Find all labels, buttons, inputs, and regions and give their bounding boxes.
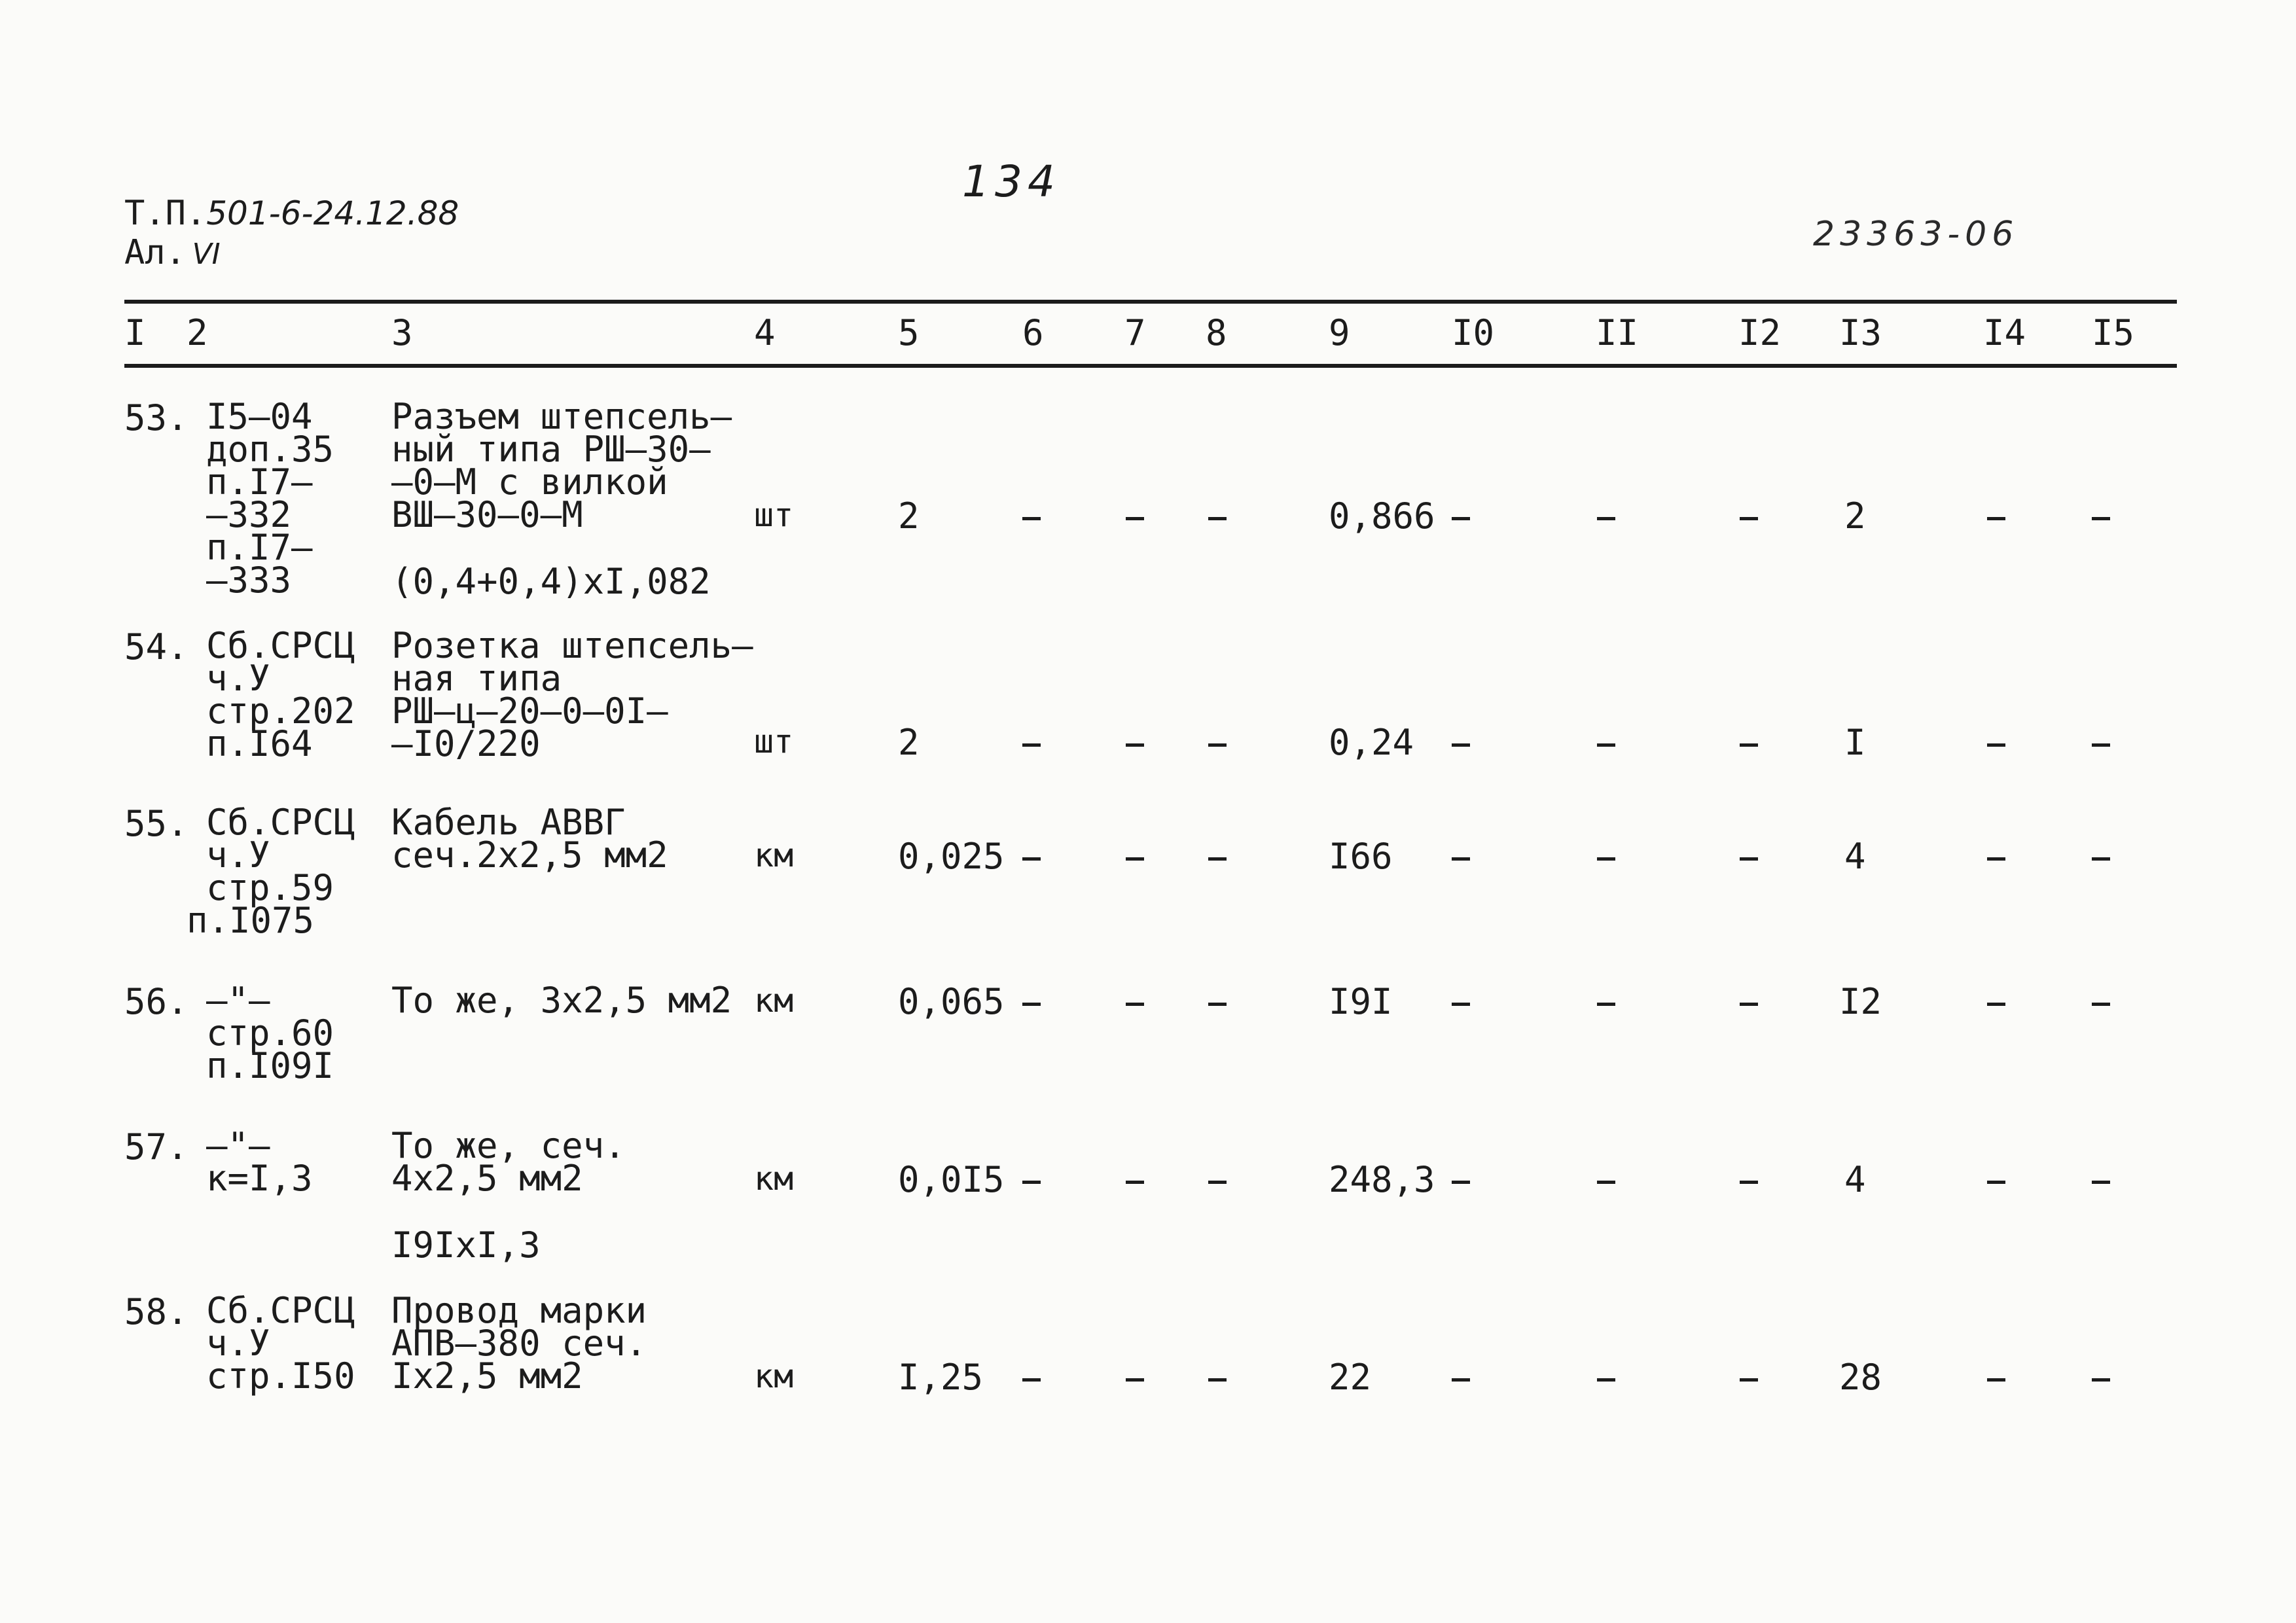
empty-cell-dash xyxy=(1126,517,1144,520)
row-col13-value: 28 xyxy=(1839,1357,1882,1398)
empty-cell-dash xyxy=(1597,1378,1615,1382)
row-number: 58. xyxy=(124,1291,188,1332)
row-quantity: 0,065 xyxy=(898,981,1005,1022)
row-description: Провод марки АПВ–380 сеч. Iх2,5 мм2 xyxy=(391,1290,647,1397)
row-col13-value: 4 xyxy=(1844,1159,1866,1200)
empty-cell-dash xyxy=(1740,1003,1758,1006)
page-number: 134 xyxy=(962,156,1060,207)
row-reference: –"– к=I,3 xyxy=(206,1125,313,1199)
empty-cell-dash xyxy=(1452,1003,1470,1006)
column-header: 9 xyxy=(1329,312,1350,353)
album-number: VI xyxy=(192,238,221,271)
empty-cell-dash xyxy=(1740,743,1758,747)
row-col9-value: 0,866 xyxy=(1329,495,1435,537)
empty-cell-dash xyxy=(1987,1378,2005,1382)
column-header: II xyxy=(1596,312,1639,353)
empty-cell-dash xyxy=(1126,743,1144,747)
empty-cell-dash xyxy=(1740,1181,1758,1184)
album-reference xyxy=(124,233,221,272)
empty-cell-dash xyxy=(1452,857,1470,861)
empty-cell-dash xyxy=(1987,517,2005,520)
empty-cell-dash xyxy=(2092,857,2110,861)
row-number: 53. xyxy=(124,397,188,438)
column-header: I0 xyxy=(1452,312,1495,353)
empty-cell-dash xyxy=(1597,743,1615,747)
empty-cell-dash xyxy=(1022,517,1041,520)
row-description: Кабель АВВГ сеч.2х2,5 мм2 xyxy=(391,802,668,876)
table-top-rule xyxy=(124,300,2177,304)
empty-cell-dash xyxy=(2092,517,2110,520)
row-calculation-note: I9IxI,3 xyxy=(391,1224,541,1266)
column-header: I3 xyxy=(1839,312,1882,353)
doc-prefix: Т.П. xyxy=(124,194,207,233)
document-reference xyxy=(124,194,459,233)
column-header: 3 xyxy=(391,312,413,353)
row-col9-value: 22 xyxy=(1329,1357,1372,1398)
row-number: 55. xyxy=(124,803,188,844)
empty-cell-dash xyxy=(1126,1003,1144,1006)
column-header: 4 xyxy=(754,312,776,353)
empty-cell-dash xyxy=(1208,1003,1227,1006)
row-description: Розетка штепсель– ная типа РШ–ц–20–0–0I– –I0/220 xyxy=(391,625,753,764)
row-description: То же, 3х2,5 мм2 xyxy=(391,980,732,1021)
column-header: 8 xyxy=(1206,312,1227,353)
empty-cell-dash xyxy=(1208,857,1227,861)
archive-number: 23363-06 xyxy=(1813,215,2019,254)
empty-cell-dash xyxy=(1452,1378,1470,1382)
row-unit: шт xyxy=(754,496,794,534)
row-reference: I5–04 доп.35 п.I7– –332 п.I7– –333 xyxy=(206,396,334,601)
empty-cell-dash xyxy=(1452,517,1470,520)
row-quantity: 0,0I5 xyxy=(898,1159,1005,1200)
empty-cell-dash xyxy=(1208,517,1227,520)
empty-cell-dash xyxy=(1987,857,2005,861)
empty-cell-dash xyxy=(1022,857,1041,861)
empty-cell-dash xyxy=(2092,1181,2110,1184)
empty-cell-dash xyxy=(1987,1003,2005,1006)
empty-cell-dash xyxy=(1126,857,1144,861)
row-quantity: I,25 xyxy=(898,1357,984,1398)
row-unit: км xyxy=(754,1160,794,1198)
row-reference: Сб.СРСЦ ч.У стр.I50 xyxy=(206,1290,355,1397)
row-quantity: 0,025 xyxy=(898,836,1005,877)
column-header: 6 xyxy=(1022,312,1044,353)
row-reference: Сб.СРСЦ ч.У стр.202 п.I64 xyxy=(206,625,355,764)
empty-cell-dash xyxy=(1022,743,1041,747)
empty-cell-dash xyxy=(1452,743,1470,747)
column-header: I5 xyxy=(2092,312,2135,353)
row-quantity: 2 xyxy=(898,722,920,763)
column-header: 5 xyxy=(898,312,920,353)
row-reference: Сб.СРСЦ ч.У стр.59 п.I075 xyxy=(187,802,355,941)
row-col13-value: I2 xyxy=(1839,981,1882,1022)
empty-cell-dash xyxy=(1987,1181,2005,1184)
column-header: I xyxy=(124,312,146,353)
empty-cell-dash xyxy=(1597,1003,1615,1006)
row-col13-value: 2 xyxy=(1844,495,1866,537)
row-description: Разъем штепсель– ный типа РШ–30– –0–М с вилкой ВШ–30–0–М xyxy=(391,396,732,535)
empty-cell-dash xyxy=(2092,1003,2110,1006)
empty-cell-dash xyxy=(1597,857,1615,861)
empty-cell-dash xyxy=(1452,1181,1470,1184)
row-description: То же, сеч. 4х2,5 мм2 xyxy=(391,1125,626,1199)
empty-cell-dash xyxy=(1740,857,1758,861)
row-calculation-note: (0,4+0,4)xI,082 xyxy=(391,561,711,602)
empty-cell-dash xyxy=(1208,1181,1227,1184)
row-unit: км xyxy=(754,982,794,1020)
album-prefix: Ал. xyxy=(124,233,186,272)
empty-cell-dash xyxy=(1022,1003,1041,1006)
row-unit: км xyxy=(754,836,794,874)
empty-cell-dash xyxy=(1022,1378,1041,1382)
empty-cell-dash xyxy=(1740,517,1758,520)
row-number: 56. xyxy=(124,981,188,1022)
column-header: I4 xyxy=(1983,312,2026,353)
row-col13-value: I xyxy=(1844,722,1866,763)
empty-cell-dash xyxy=(1597,1181,1615,1184)
empty-cell-dash xyxy=(1597,517,1615,520)
empty-cell-dash xyxy=(1208,743,1227,747)
row-quantity: 2 xyxy=(898,495,920,537)
row-number: 57. xyxy=(124,1126,188,1168)
row-number: 54. xyxy=(124,626,188,668)
empty-cell-dash xyxy=(1126,1378,1144,1382)
empty-cell-dash xyxy=(2092,743,2110,747)
empty-cell-dash xyxy=(1987,743,2005,747)
empty-cell-dash xyxy=(2092,1378,2110,1382)
row-col9-value: 0,24 xyxy=(1329,722,1414,763)
row-unit: км xyxy=(754,1357,794,1395)
row-col9-value: I9I xyxy=(1329,981,1393,1022)
row-col9-value: 248,3 xyxy=(1329,1159,1435,1200)
doc-number: 501-6-24.12.88 xyxy=(206,194,459,232)
row-reference: –"– стр.60 п.I09I xyxy=(206,980,334,1086)
column-header: 7 xyxy=(1124,312,1146,353)
row-col13-value: 4 xyxy=(1844,836,1866,877)
column-header: 2 xyxy=(187,312,208,353)
empty-cell-dash xyxy=(1208,1378,1227,1382)
column-header: I2 xyxy=(1738,312,1782,353)
empty-cell-dash xyxy=(1022,1181,1041,1184)
row-unit: шт xyxy=(754,722,794,760)
row-col9-value: I66 xyxy=(1329,836,1393,877)
empty-cell-dash xyxy=(1740,1378,1758,1382)
table-header-rule xyxy=(124,364,2177,368)
empty-cell-dash xyxy=(1126,1181,1144,1184)
